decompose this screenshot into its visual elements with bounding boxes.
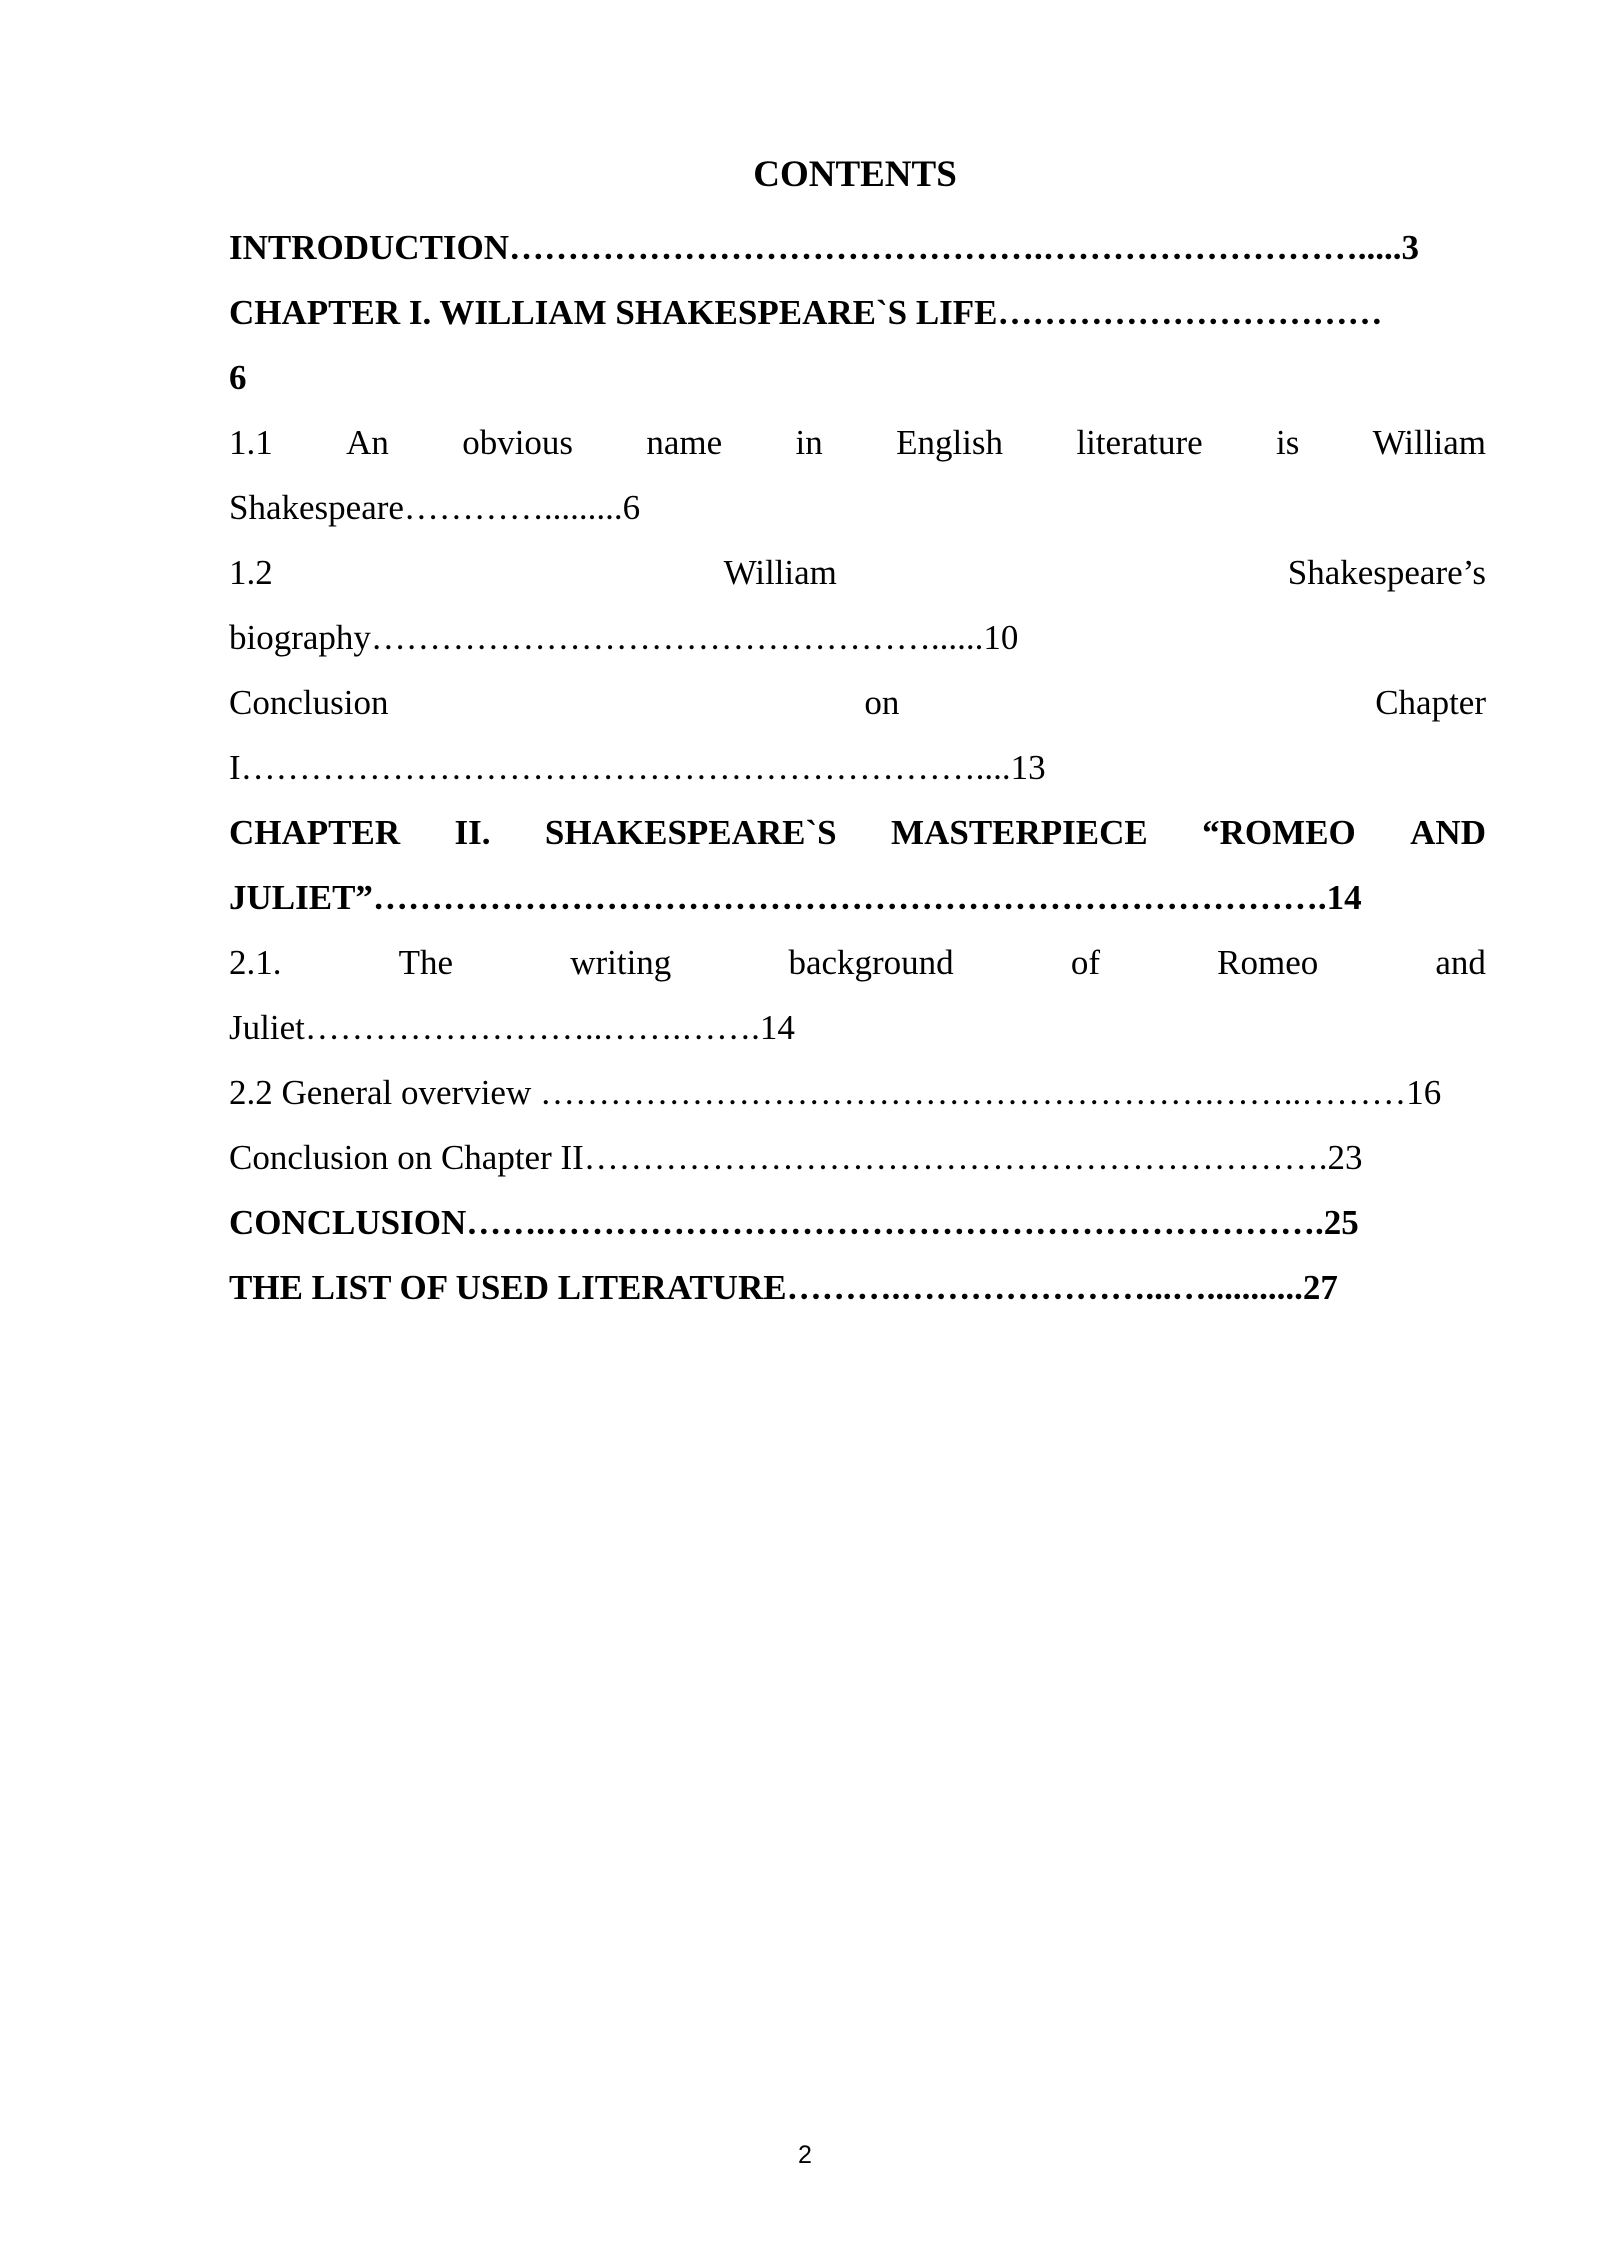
table-of-contents bbox=[229, 215, 1486, 1320]
toc-entry-conclusion-chapter-1-page: I………………………………………………………....13 bbox=[229, 748, 1046, 787]
toc-entry-section-2-2: 2.2 General overview ………………………………………………….……..………16 bbox=[229, 1073, 1442, 1112]
toc-entry-section-1-1-page: Shakespeare………….........6 bbox=[229, 488, 641, 527]
toc-entry-conclusion: CONCLUSION…….………………………………………………………….25 bbox=[229, 1203, 1359, 1242]
toc-word: obvious bbox=[462, 423, 574, 462]
toc-word: An bbox=[346, 423, 389, 462]
toc-entry-introduction: INTRODUCTION……………………………………….……………………….....3 bbox=[229, 228, 1420, 267]
toc-entry-section-2-1-page: Juliet……………………..…….…….14 bbox=[229, 1008, 795, 1047]
toc-word: William bbox=[1372, 423, 1486, 462]
toc-word: AND bbox=[1410, 813, 1486, 852]
toc-word: CHAPTER bbox=[229, 813, 401, 852]
toc-word: MASTERPIECE bbox=[891, 813, 1148, 852]
toc-word: Shakespeare’s bbox=[1287, 553, 1486, 592]
toc-word: Romeo bbox=[1217, 943, 1319, 982]
toc-word: 1.1 bbox=[229, 423, 273, 462]
toc-word: 1.2 bbox=[229, 553, 273, 592]
toc-word: William bbox=[723, 553, 837, 592]
toc-word: and bbox=[1435, 943, 1486, 982]
toc-entry-chapter-2 bbox=[229, 800, 1486, 865]
toc-entry-literature: THE LIST OF USED LITERATURE……….…………………...…...........27 bbox=[229, 1268, 1338, 1307]
toc-word: “ROMEO bbox=[1202, 813, 1356, 852]
toc-entry-chapter-2-page: JULIET”……………………………………………………………………….14 bbox=[229, 878, 1362, 917]
toc-entry-conclusion-chapter-2: Conclusion on Chapter II……………………………………………………….23 bbox=[229, 1138, 1363, 1177]
toc-word: background bbox=[788, 943, 954, 982]
toc-word: II. bbox=[454, 813, 491, 852]
toc-word: 2.1. bbox=[229, 943, 282, 982]
toc-entry-chapter-1-page: 6 bbox=[229, 358, 247, 397]
toc-entry-section-1-2 bbox=[229, 540, 1486, 605]
toc-entry-conclusion-chapter-1 bbox=[229, 670, 1486, 735]
toc-word: of bbox=[1070, 943, 1100, 982]
toc-word: The bbox=[398, 943, 454, 982]
toc-word: Conclusion bbox=[229, 683, 389, 722]
toc-word: English bbox=[896, 423, 1004, 462]
page-number: 2 bbox=[798, 2141, 812, 2169]
toc-word: on bbox=[864, 683, 900, 722]
toc-word: name bbox=[646, 423, 723, 462]
toc-word: SHAKESPEARE`S bbox=[544, 813, 837, 852]
toc-entry-chapter-1: CHAPTER I. WILLIAM SHAKESPEARE`S LIFE…………………………… bbox=[229, 293, 1383, 332]
toc-word: Chapter bbox=[1375, 683, 1486, 722]
toc-word: is bbox=[1275, 423, 1300, 462]
toc-entry-section-1-2-page: biography…………………………………………......10 bbox=[229, 618, 1019, 657]
toc-word: in bbox=[795, 423, 823, 462]
toc-word: literature bbox=[1076, 423, 1203, 462]
toc-word: writing bbox=[570, 943, 672, 982]
toc-entry-section-2-1 bbox=[229, 930, 1486, 995]
page-title: CONTENTS bbox=[753, 154, 957, 195]
toc-entry-section-1-1 bbox=[229, 410, 1486, 475]
